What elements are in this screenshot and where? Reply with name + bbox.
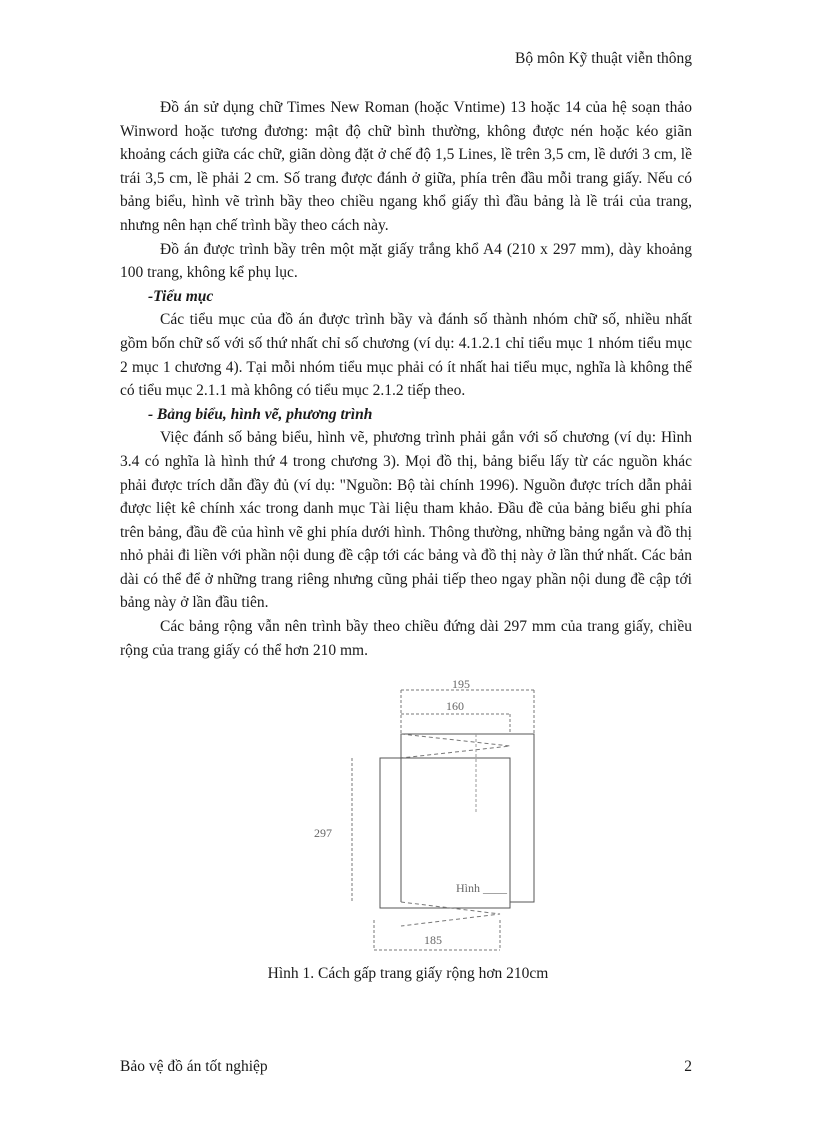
paragraph-wide-tables: Các bảng rộng vẫn nên trình bầy theo chiều đứng dài 297 mm của trang giấy, chiều rộng của trang giấy có thể hơn 210 mm. — [120, 618, 692, 659]
paragraph-numbering: Việc đánh số bảng biểu, hình vẽ, phương trình phải gắn với số chương (ví dụ: Hình 3.4 có nghĩa là hình thứ 4 trong chương 3). Mọi đồ thị, bảng biểu lấy từ các nguồn khác phải được trích dẫn đầy đủ (ví dụ: "Nguồn: Bộ tài chính 1996). Nguồn được trích dẫn phải được liệt kê chính xác trong danh mục Tài liệu tham khảo. Đầu đề của bảng biểu ghi phía trên bảng, đầu đề của hình vẽ ghi phía dưới hình. Thông thường, những bảng ngắn và đồ thị nhỏ phải đi liền với phần nội dung đề cập tới các bảng và đồ thị này ở lần thứ nhất. Các bản dài có thể để ở những trang riêng nhưng cũng phải tiếp theo ngay phần nội dung đề cập tới bảng này ở lần đầu tiên. — [120, 429, 692, 612]
figure-inner-label: Hình ____ — [456, 881, 507, 895]
page-footer: Bảo vệ đồ án tốt nghiệp — [120, 1058, 268, 1075]
paragraph-subsections: Các tiểu mục của đồ án được trình bầy và đánh số thành nhóm chữ số, nhiều nhất gồm bốn chữ số với số thứ nhất chỉ số chương (ví dụ: 4.1.2.1 chỉ tiểu mục 1 nhóm tiểu mục 2 mục 1 chương 4). Tại mỗi nhóm tiểu mục phải có ít nhất hai tiểu mục, nghĩa là không thể có tiểu mục 2.1.1 mà không có tiểu mục 2.1.2 tiếp theo. — [120, 311, 692, 400]
page-header: Bộ môn Kỹ thuật viễn thông — [515, 50, 692, 67]
dim-label-185: 185 — [424, 933, 442, 947]
figure-caption: Hình 1. Cách gấp trang giấy rộng hơn 210cm — [267, 965, 549, 982]
fold-diagram — [300, 674, 540, 954]
dim-label-160: 160 — [446, 699, 464, 713]
paragraph-format-rules: Đồ án sử dụng chữ Times New Roman (hoặc Vntime) 13 hoặc 14 của hệ soạn thảo Winword hoặc tương đương: mật độ chữ bình thường, không được nén hoặc kéo giãn khoảng cách giữa các chữ, giãn dòng đặt ở chế độ 1,5 Lines, lề trên 3,5 cm, lề dưới 3 cm, lề trái 3,5 cm, lề phải 2 cm. Số trang được đánh ở giữa, phía trên đầu mỗi trang giấy. Nếu có bảng biểu, hình vẽ trình bầy theo chiều ngang khổ giấy thì đầu bảng là lề trái của trang, nhưng nên hạn chế trình bầy theo cách này. — [120, 99, 692, 234]
dim-label-195: 195 — [452, 677, 470, 691]
subheading-tables-figures: - Bảng biểu, hình vẽ, phương trình — [148, 405, 373, 423]
subheading-tieu-muc: -Tiểu mục — [148, 287, 214, 305]
dim-label-297: 297 — [314, 826, 332, 840]
page-number: 2 — [684, 1058, 692, 1075]
document-body — [120, 96, 692, 662]
paragraph-paper-size: Đồ án được trình bầy trên một mặt giấy trắng khổ A4 (210 x 297 mm), dày khoảng 100 trang, không kể phụ lục. — [120, 240, 692, 282]
paper-fold-figure — [300, 674, 540, 954]
